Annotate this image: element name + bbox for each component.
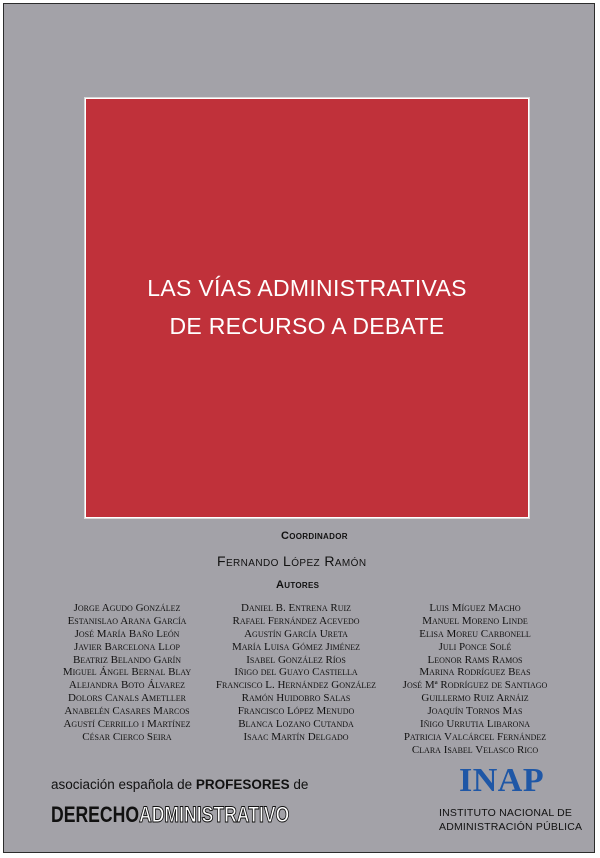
association-suffix: de [293,777,309,792]
association-prefix: asociación española de [51,777,193,792]
author-name: Iñigo Urrutia Libarona [419,718,531,731]
author-name: Juli Ponce Solé [438,640,512,653]
author-name: Iñigo del Guayo Castiella [234,666,358,679]
title-box [86,99,528,517]
author-name: Ramón Huidobro Salas [241,692,351,705]
author-name: José Mª Rodríguez de Santiago [402,679,548,692]
author-name: Clara Isabel Velasco Rico [411,743,539,756]
author-name: Leonor Rams Ramos [427,653,523,666]
author-name: Isaac Martín Delgado [243,730,349,743]
coordinator-name: Fernando López Ramón [217,553,367,569]
author-name: Alejandra Boto Álvarez [68,679,186,692]
author-name: Javier Barcelona Llop [74,640,180,653]
association-administrativo: ADMINISTRATIVO [139,802,290,827]
author-name: Isabel González Ríos [246,653,346,666]
author-name: Estanislao Arana García [67,614,187,627]
author-name: Beatriz Belando Garín [72,653,182,666]
association-derecho: DERECHO [51,802,140,827]
author-name: Anabelén Casares Marcos [64,705,190,718]
author-name: María Luisa Gómez Jiménez [231,640,361,653]
author-name: Francisco L. Hernández González [215,679,377,692]
author-name: Elisa Moreu Carbonell [419,627,531,640]
book-cover [3,3,595,853]
author-name: Blanca Lozano Cutanda [238,718,354,731]
coordinator-label: Coordinador [281,530,348,542]
author-name: Francisco López Menudo [237,705,355,718]
author-name: Jorge Agudo González [73,602,181,614]
inap-logo: INAP [459,762,545,799]
association-line-1 [51,777,308,792]
author-name: Joaquín Tornos Mas [427,705,523,718]
author-name: Luis Míguez Macho [429,602,521,614]
association-line-2 [51,803,289,827]
author-name: José María Baño León [74,627,180,640]
publisher-line-1: INSTITUTO NACIONAL DE [439,807,573,819]
author-name: Agustín García Ureta [244,627,348,640]
authors-column-2 [202,602,390,744]
author-name: Marina Rodríguez Beas [419,666,531,679]
title-line-2: DE RECURSO A DEBATE [169,313,445,339]
authors-label: Autores [276,579,320,591]
author-name: Rafael Fernández Acevedo [232,614,360,627]
author-name: César Cierco Seira [82,730,172,743]
title-line-1: LAS VÍAS ADMINISTRATIVAS [147,275,467,301]
book-title [86,269,528,345]
publisher-line-2: ADMINISTRACIÓN PÚBLICA [439,821,583,833]
author-name: Dolors Canals Ametller [68,692,186,705]
publisher-name [439,806,582,834]
author-name: Miguel Ángel Bernal Blay [62,666,192,679]
association-profesores: PROFESORES [195,777,290,792]
author-name: Patricia Valcárcel Fernández [403,730,547,743]
authors-column-1 [52,602,202,744]
author-name: Guillermo Ruiz Arnáiz [421,692,529,705]
authors-column-3 [390,602,560,757]
author-name: Daniel B. Entrena Ruiz [240,602,352,614]
author-name: Manuel Moreno Linde [422,614,528,627]
author-name: Agustí Cerrillo i Martínez [63,718,191,731]
